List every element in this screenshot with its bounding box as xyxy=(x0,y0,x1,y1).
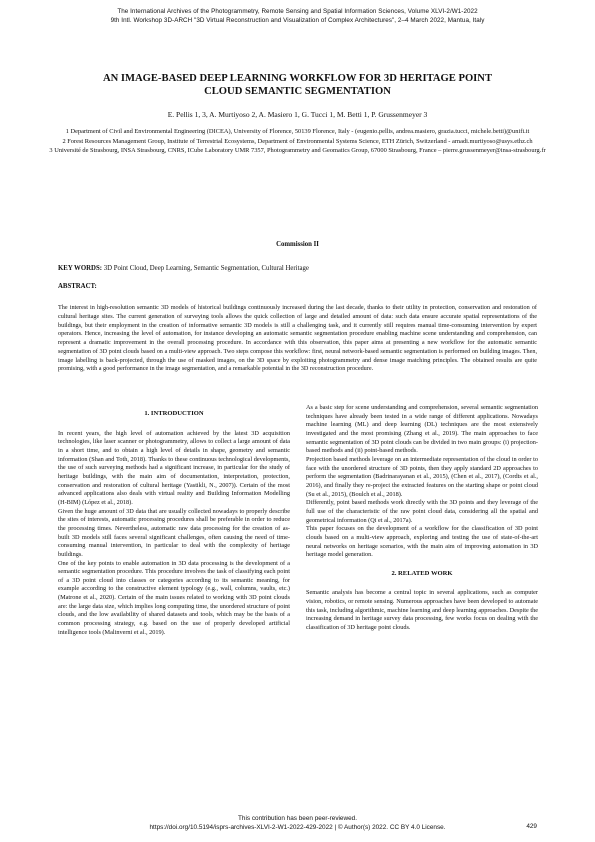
body-paragraph: As a basic step for scene understanding and comprehension, several semantic segmentation techniques have already been tested in a wide range of different applications. Nowadays machine learning (ML) and deep learning (DL) techniques are the most extensively investigated and the most promising (Zhang et al., 2019). The main approaches to face semantic segmentation of 3D point clouds can be divided in two main groups: (i) projection-based methods and (ii) point-based methods. xyxy=(306,404,538,455)
paper-title-line1: AN IMAGE-BASED DEEP LEARNING WORKFLOW FOR 3D HERITAGE POINT xyxy=(102,73,493,84)
right-column xyxy=(306,404,538,633)
affiliation-3: 3 Université de Strasbourg, INSA Strasbourg, CNRS, ICube Laboratory UMR 7357, Photogrammetry and Geomatics Group, 67000 Strasbourg, France – pierre.grussenmeyer@insa-strasbourg.fr xyxy=(49,147,546,154)
affiliation-2: 2 Forest Resources Management Group, Institute of Terrestrial Ecosystems, Department of Environmental Systems Science, ETH Zürich, Switzerland - arnadi.murtiyoso@usys.ethz.ch xyxy=(62,137,533,145)
body-paragraph: Projection based methods leverage on an intermediate representation of the cloud in order to face with the unordered structure of 3D points, then they apply standard 2D approaches to perform the segmentation (Badrinarayanan et al., 2015), (Chen et al., 2017), (Cordts et al., 2016), and finally they re-project the extracted features on the starting shape or point cloud (Su et al., 2015), (Boulch et al., 2018). xyxy=(306,455,538,498)
body-paragraph: Differently, point based methods work directly with the 3D points and they leverage of the full use of the characteristic of the raw point cloud data, considering all the spatial and geometrical information (Qi et al., 2017a). xyxy=(306,499,538,524)
keywords xyxy=(58,264,537,273)
abstract-text: The interest in high-resolution semantic 3D models of historical buildings continuously increased during the last decade, thanks to their utility in protection, conservation and restoration of cultural heritage sites. The current generation of surveying tools allows the quick collection of large and detailed amount of data: such data ensure accurate spatial representations of the buildings, but their employment in the creation of informative semantic 3D models is still a challenging task, and it currently still requires manual time-consuming intervention by expert operators. Hence, increasing the level of automation, for instance developing an automatic semantic segmentation procedure enabling machine scene understanding and comprehension, can represent a dramatic improvement in the overall processing procedure. In accordance with this observation, this paper aims at presenting a new workflow for the automatic semantic segmentation of 3D point clouds based on a multi-view approach. Two steps compose this workflow: first, neural network-based semantic segmentation is performed on building images. Then, image labelling is back-projected, through the use of masked images, on the 3D space by exploiting photogrammetry and dense image matching principles. The obtained results are quite promising, with a good performance in the image segmentation, and a remarkable potential in the 3D reconstruction procedure. xyxy=(58,304,537,373)
peer-review-note: This contribution has been peer-reviewed. xyxy=(237,815,357,822)
journal-header-line1: The International Archives of the Photogrammetry, Remote Sensing and Spatial Information Sciences, Volume XLVI-2/W1-2022 xyxy=(117,8,478,15)
affiliation-1: 1 Department of Civil and Environmental Engineering (DICEA), University of Florence, 50139 Florence, Italy - (eugenio.pellis, andrea.masiero, grazia.tucci, michele.betti)@unifi.it xyxy=(65,128,530,135)
section-heading-related-work: 2. RELATED WORK xyxy=(391,569,453,577)
commission-label: Commission II xyxy=(276,241,319,248)
author-list: E. Pellis 1, 3, A. Murtiyoso 2, A. Masiero 1, G. Tucci 1, M. Betti 1, P. Grussenmeyer 3 xyxy=(167,110,428,119)
doi-license-line: https://doi.org/10.5194/isprs-archives-XLVI-2-W1-2022-429-2022 | © Author(s) 2022. CC BY 4.0 License. xyxy=(149,824,446,831)
body-paragraph: In recent years, the high level of automation achieved by the latest 3D acquisition technologies, like laser scanner or photogrammetry, allows to collect a large amount of data in a short time, and to obtain a high level of details in shape, geometry and semantic information (Shan and Toth, 2018). Thanks to these continuous technological developments, the use of such surveying methods had a significant increase, in particular for the study of heritage buildings, with the main aim of documentation, interpretation, protection, conservation and restoration of cultural heritage (Yastikli, N., 2007)). Certain of the most advanced applications also deals with virtual reality and Building Information Modelling (H-BIM) (López et al., 2018). xyxy=(58,429,290,506)
body-paragraph: This paper focuses on the development of a workflow for the classification of 3D point clouds based on a multi-view approach, exploring and testing the use of state-of-the-art neural networks on heritage scenarios, with the main aim of improving automation in 3D heritage model generation. xyxy=(306,525,538,559)
left-column xyxy=(58,410,290,637)
page-footer xyxy=(40,814,555,832)
abstract-heading: ABSTRACT: xyxy=(58,283,97,290)
keywords-label: KEY WORDS: xyxy=(58,265,102,272)
keywords-text: 3D Point Cloud, Deep Learning, Semantic Segmentation, Cultural Heritage xyxy=(102,265,309,272)
page-number: 429 xyxy=(526,823,537,830)
journal-header xyxy=(40,7,555,25)
section-heading-introduction: 1. INTRODUCTION xyxy=(144,410,204,417)
paper-title xyxy=(40,72,555,98)
body-paragraph: Semantic analysis has become a central topic in several applications, such as computer vision, robotics, or remote sensing. Numerous approaches have been developed to automate this task, including algorithmic, machine learning and deep learning approaches. Despite the increasing demand in heritage survey data processing, few works focus on dealing with the classification of 3D heritage point clouds. xyxy=(306,589,538,632)
body-paragraph: One of the key points to enable automation in 3D data processing is the development of a semantic segmentation procedure. This procedure involves the task of classifying each point of a 3D point cloud into classes or categories according to its semantic meaning, for example according to the constructive element typology (e.g., wall, columns, vaults, etc.) (Matrone et al., 2020). Certain of the main issues related to working with 3D point clouds are: the large data size, which implies long computing time, the unordered structure of point clouds, and the low availability of shared datasets and tools, which may be the basis of a common processing strategy, e.g. based on the use of properly developed artificial intelligence tools (Malinverni et al., 2019). xyxy=(58,559,290,636)
journal-header-line2: 9th Intl. Workshop 3D-ARCH "3D Virtual Reconstruction and Visualization of Complex Architectures", 2–4 March 2022, Mantua, Italy xyxy=(110,17,485,24)
paper-title-line2: CLOUD SEMANTIC SEGMENTATION xyxy=(204,86,391,97)
body-paragraph: Given the huge amount of 3D data that are usually collected nowadays to properly describe the sites of interests, automatic processing procedures shall be preferable in order to reduce the processing times. Nevertheless, automatic raw data processing for the creation of as-built 3D models still faces several significant challenges, often causing the need of time-consuming manual intervention, in particular to deal with the complexity of heritage buildings. xyxy=(58,507,290,558)
affiliations xyxy=(40,128,555,157)
